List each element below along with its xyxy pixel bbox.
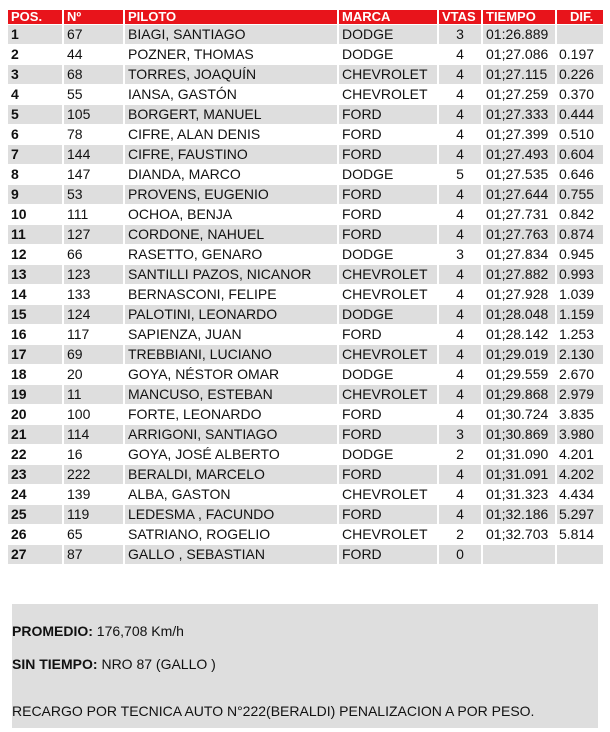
laps-cell: 4 (438, 225, 482, 245)
driver-cell: GOYA, NÉSTOR OMAR (124, 365, 338, 385)
number-cell: 11 (63, 385, 124, 405)
table-row (8, 265, 603, 285)
driver-cell: IANSA, GASTÓN (124, 85, 338, 105)
laps-cell: 4 (438, 485, 482, 505)
laps-cell: 4 (438, 325, 482, 345)
number-cell: 20 (63, 365, 124, 385)
number-cell: 139 (63, 485, 124, 505)
pos-cell: 22 (8, 445, 63, 465)
time-cell: 01;28.142 (482, 325, 556, 345)
laps-cell: 4 (438, 125, 482, 145)
time-cell: 01;28.048 (482, 305, 556, 325)
brand-cell: FORD (338, 145, 438, 165)
laps-cell: 4 (438, 385, 482, 405)
diff-cell: 0.510 (556, 125, 603, 145)
pos-cell: 18 (8, 365, 63, 385)
diff-cell: 2.670 (556, 365, 603, 385)
brand-cell: CHEVROLET (338, 485, 438, 505)
diff-cell (556, 25, 603, 45)
table-row (8, 165, 603, 185)
number-cell: 55 (63, 85, 124, 105)
table-row (8, 85, 603, 105)
diff-cell: 0.444 (556, 105, 603, 125)
time-cell: 01;32.703 (482, 525, 556, 545)
number-cell: 147 (63, 165, 124, 185)
time-cell: 01;27.731 (482, 205, 556, 225)
laps-cell: 4 (438, 85, 482, 105)
pos-cell: 11 (8, 225, 63, 245)
driver-cell: ALBA, GASTON (124, 485, 338, 505)
number-cell: 65 (63, 525, 124, 545)
time-cell: 01;27.644 (482, 185, 556, 205)
time-cell: 01;31.090 (482, 445, 556, 465)
pos-cell: 12 (8, 245, 63, 265)
header-time: TIEMPO (482, 10, 556, 25)
brand-cell: DODGE (338, 165, 438, 185)
time-cell: 01;29.868 (482, 385, 556, 405)
driver-cell: POZNER, THOMAS (124, 45, 338, 65)
number-cell: 67 (63, 25, 124, 45)
time-cell: 01;27.399 (482, 125, 556, 145)
time-cell: 01;27.493 (482, 145, 556, 165)
brand-cell: FORD (338, 125, 438, 145)
laps-cell: 4 (438, 205, 482, 225)
diff-cell: 2.979 (556, 385, 603, 405)
pos-cell: 9 (8, 185, 63, 205)
time-cell: 01:26.889 (482, 25, 556, 45)
diff-cell: 1.253 (556, 325, 603, 345)
header-diff: DIF. (556, 10, 603, 25)
pos-cell: 16 (8, 325, 63, 345)
number-cell: 87 (63, 545, 124, 565)
laps-cell: 2 (438, 525, 482, 545)
number-cell: 100 (63, 405, 124, 425)
driver-cell: CORDONE, NAHUEL (124, 225, 338, 245)
driver-cell: DIANDA, MARCO (124, 165, 338, 185)
pos-cell: 6 (8, 125, 63, 145)
table-row (8, 385, 603, 405)
laps-cell: 3 (438, 25, 482, 45)
table-row (8, 205, 603, 225)
diff-cell: 0.197 (556, 45, 603, 65)
pos-cell: 10 (8, 205, 63, 225)
table-row (8, 305, 603, 325)
pos-cell: 4 (8, 85, 63, 105)
time-cell: 01;27.928 (482, 285, 556, 305)
average-speed (12, 623, 184, 639)
table-row (8, 45, 603, 65)
number-cell: 78 (63, 125, 124, 145)
table-row (8, 445, 603, 465)
brand-cell: FORD (338, 425, 438, 445)
diff-cell: 3.980 (556, 425, 603, 445)
laps-cell: 4 (438, 265, 482, 285)
header-number: Nº (63, 10, 124, 25)
table-row (8, 145, 603, 165)
header-driver: PILOTO (124, 10, 338, 25)
pos-cell: 14 (8, 285, 63, 305)
table-row (8, 245, 603, 265)
time-cell: 01;29.559 (482, 365, 556, 385)
driver-cell: SATRIANO, ROGELIO (124, 525, 338, 545)
driver-cell: TREBBIANI, LUCIANO (124, 345, 338, 365)
pos-cell: 1 (8, 25, 63, 45)
pos-cell: 5 (8, 105, 63, 125)
laps-cell: 4 (438, 365, 482, 385)
diff-cell: 0.370 (556, 85, 603, 105)
laps-cell: 4 (438, 405, 482, 425)
laps-cell: 4 (438, 145, 482, 165)
driver-cell: CIFRE, FAUSTINO (124, 145, 338, 165)
driver-cell: MANCUSO, ESTEBAN (124, 385, 338, 405)
table-row (8, 25, 603, 45)
table-row (8, 345, 603, 365)
table-row (8, 465, 603, 485)
diff-cell: 1.159 (556, 305, 603, 325)
laps-cell: 3 (438, 425, 482, 445)
time-cell: 01;30.724 (482, 405, 556, 425)
pos-cell: 8 (8, 165, 63, 185)
brand-cell: DODGE (338, 45, 438, 65)
driver-cell: BORGERT, MANUEL (124, 105, 338, 125)
driver-cell: SANTILLI PAZOS, NICANOR (124, 265, 338, 285)
diff-cell: 0.945 (556, 245, 603, 265)
number-cell: 123 (63, 265, 124, 285)
pos-cell: 13 (8, 265, 63, 285)
number-cell: 124 (63, 305, 124, 325)
diff-cell: 5.814 (556, 525, 603, 545)
driver-cell: SAPIENZA, JUAN (124, 325, 338, 345)
time-cell: 01;27.259 (482, 85, 556, 105)
table-row (8, 285, 603, 305)
header-brand: MARCA (338, 10, 438, 25)
brand-cell: FORD (338, 465, 438, 485)
pos-cell: 19 (8, 385, 63, 405)
laps-cell: 4 (438, 305, 482, 325)
number-cell: 144 (63, 145, 124, 165)
diff-cell: 3.835 (556, 405, 603, 425)
average-value: 176,708 Km/h (96, 623, 184, 639)
brand-cell: CHEVROLET (338, 385, 438, 405)
pos-cell: 20 (8, 405, 63, 425)
number-cell: 105 (63, 105, 124, 125)
driver-cell: TORRES, JOAQUÍN (124, 65, 338, 85)
penalty-note: RECARGO POR TECNICA AUTO N°222(BERALDI) PENALIZACION A POR PESO. (12, 703, 535, 719)
no-time-line (12, 656, 216, 672)
time-cell: 01;27.333 (482, 105, 556, 125)
number-cell: 69 (63, 345, 124, 365)
laps-cell: 4 (438, 345, 482, 365)
laps-cell: 2 (438, 445, 482, 465)
average-label: PROMEDIO: (12, 623, 93, 639)
results-body (8, 25, 603, 565)
table-row (8, 545, 603, 565)
driver-cell: PALOTINI, LEONARDO (124, 305, 338, 325)
brand-cell: DODGE (338, 245, 438, 265)
pos-cell: 15 (8, 305, 63, 325)
brand-cell: FORD (338, 185, 438, 205)
driver-cell: GALLO , SEBASTIAN (124, 545, 338, 565)
diff-cell: 2.130 (556, 345, 603, 365)
number-cell: 111 (63, 205, 124, 225)
brand-cell: FORD (338, 505, 438, 525)
table-row (8, 505, 603, 525)
driver-cell: ARRIGONI, SANTIAGO (124, 425, 338, 445)
table-row (8, 105, 603, 125)
number-cell: 127 (63, 225, 124, 245)
brand-cell: FORD (338, 105, 438, 125)
driver-cell: BERALDI, MARCELO (124, 465, 338, 485)
no-time-label: SIN TIEMPO: (12, 656, 98, 672)
table-row (8, 225, 603, 245)
brand-cell: DODGE (338, 25, 438, 45)
table-row (8, 325, 603, 345)
brand-cell: FORD (338, 205, 438, 225)
laps-cell: 5 (438, 165, 482, 185)
brand-cell: FORD (338, 545, 438, 565)
diff-cell: 0.842 (556, 205, 603, 225)
driver-cell: CIFRE, ALAN DENIS (124, 125, 338, 145)
number-cell: 114 (63, 425, 124, 445)
diff-cell: 0.993 (556, 265, 603, 285)
pos-cell: 24 (8, 485, 63, 505)
time-cell: 01;27.834 (482, 245, 556, 265)
diff-cell: 0.874 (556, 225, 603, 245)
time-cell (482, 545, 556, 565)
header-laps: VTAS (438, 10, 482, 25)
pos-cell: 7 (8, 145, 63, 165)
time-cell: 01;27.086 (482, 45, 556, 65)
number-cell: 44 (63, 45, 124, 65)
laps-cell: 4 (438, 285, 482, 305)
table-row (8, 525, 603, 545)
pos-cell: 17 (8, 345, 63, 365)
number-cell: 68 (63, 65, 124, 85)
laps-cell: 4 (438, 465, 482, 485)
brand-cell: CHEVROLET (338, 265, 438, 285)
table-row (8, 425, 603, 445)
pos-cell: 27 (8, 545, 63, 565)
laps-cell: 4 (438, 505, 482, 525)
number-cell: 117 (63, 325, 124, 345)
diff-cell: 0.646 (556, 165, 603, 185)
number-cell: 119 (63, 505, 124, 525)
driver-cell: FORTE, LEONARDO (124, 405, 338, 425)
diff-cell: 4.201 (556, 445, 603, 465)
diff-cell: 0.604 (556, 145, 603, 165)
table-row (8, 125, 603, 145)
number-cell: 222 (63, 465, 124, 485)
driver-cell: BIAGI, SANTIAGO (124, 25, 338, 45)
no-time-value: NRO 87 (GALLO ) (101, 656, 216, 672)
table-row (8, 485, 603, 505)
brand-cell: FORD (338, 325, 438, 345)
table-row (8, 365, 603, 385)
table-row (8, 185, 603, 205)
diff-cell: 1.039 (556, 285, 603, 305)
laps-cell: 4 (438, 65, 482, 85)
driver-cell: BERNASCONI, FELIPE (124, 285, 338, 305)
driver-cell: GOYA, JOSÉ ALBERTO (124, 445, 338, 465)
driver-cell: LEDESMA , FACUNDO (124, 505, 338, 525)
time-cell: 01;27.763 (482, 225, 556, 245)
brand-cell: CHEVROLET (338, 65, 438, 85)
diff-cell: 0.226 (556, 65, 603, 85)
brand-cell: DODGE (338, 445, 438, 465)
brand-cell: CHEVROLET (338, 85, 438, 105)
brand-cell: FORD (338, 405, 438, 425)
table-row (8, 405, 603, 425)
diff-cell (556, 545, 603, 565)
laps-cell: 4 (438, 105, 482, 125)
laps-cell: 4 (438, 45, 482, 65)
pos-cell: 21 (8, 425, 63, 445)
pos-cell: 25 (8, 505, 63, 525)
laps-cell: 0 (438, 545, 482, 565)
diff-cell: 5.297 (556, 505, 603, 525)
results-table (8, 10, 603, 564)
pos-cell: 3 (8, 65, 63, 85)
brand-cell: DODGE (338, 365, 438, 385)
table-header-row (8, 10, 603, 25)
driver-cell: PROVENS, EUGENIO (124, 185, 338, 205)
brand-cell: FORD (338, 225, 438, 245)
time-cell: 01;31.091 (482, 465, 556, 485)
brand-cell: CHEVROLET (338, 525, 438, 545)
brand-cell: CHEVROLET (338, 345, 438, 365)
footer-panel (12, 604, 598, 728)
time-cell: 01;31.323 (482, 485, 556, 505)
table-row (8, 65, 603, 85)
laps-cell: 4 (438, 185, 482, 205)
time-cell: 01;27.115 (482, 65, 556, 85)
pos-cell: 23 (8, 465, 63, 485)
driver-cell: RASETTO, GENARO (124, 245, 338, 265)
diff-cell: 4.434 (556, 485, 603, 505)
driver-cell: OCHOA, BENJA (124, 205, 338, 225)
pos-cell: 26 (8, 525, 63, 545)
diff-cell: 4.202 (556, 465, 603, 485)
number-cell: 53 (63, 185, 124, 205)
pos-cell: 2 (8, 45, 63, 65)
brand-cell: CHEVROLET (338, 285, 438, 305)
time-cell: 01;29.019 (482, 345, 556, 365)
brand-cell: DODGE (338, 305, 438, 325)
time-cell: 01;32.186 (482, 505, 556, 525)
number-cell: 133 (63, 285, 124, 305)
time-cell: 01;27.535 (482, 165, 556, 185)
diff-cell: 0.755 (556, 185, 603, 205)
number-cell: 66 (63, 245, 124, 265)
header-pos: POS. (8, 10, 63, 25)
time-cell: 01;27.882 (482, 265, 556, 285)
number-cell: 16 (63, 445, 124, 465)
time-cell: 01;30.869 (482, 425, 556, 445)
laps-cell: 3 (438, 245, 482, 265)
